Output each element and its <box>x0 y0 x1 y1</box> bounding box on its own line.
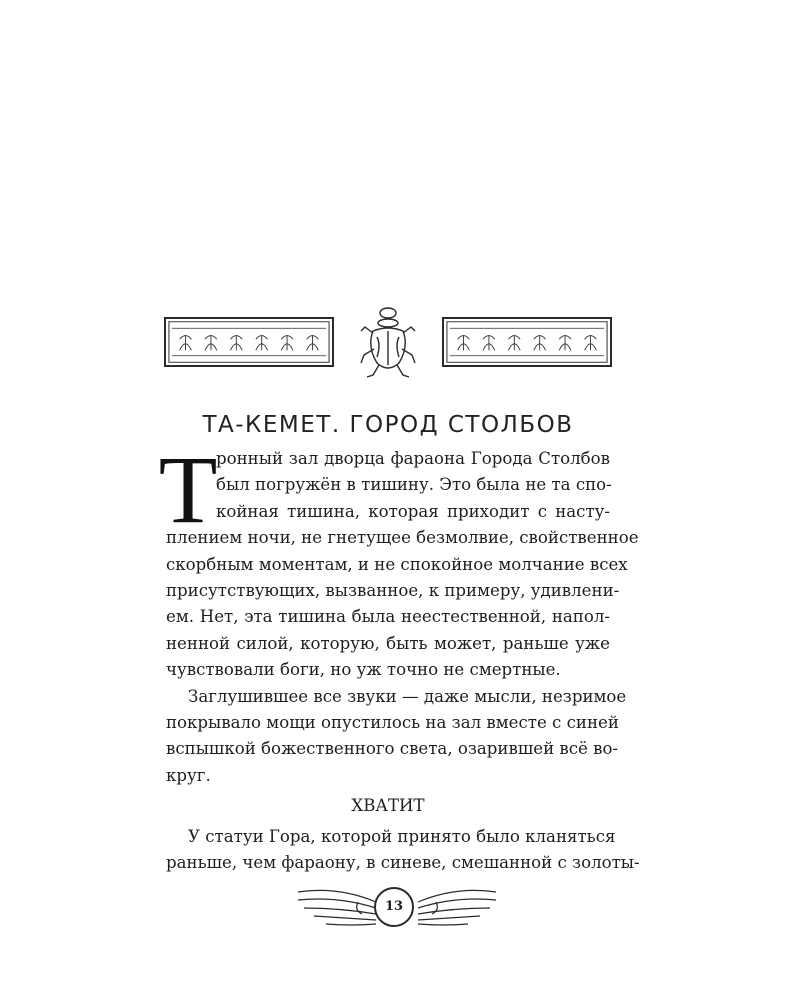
text-line: присутствующих, вызванное, к примеру, удивлени- <box>166 581 620 601</box>
text-line: плением ночи, не гнетущее безмолвие, свойственное <box>166 528 639 548</box>
lotus-frieze-right <box>442 317 612 367</box>
chapter-title: ТА-КЕМЕТ. ГОРОД СТОЛБОВ <box>202 412 574 439</box>
lotus-frieze-left <box>164 317 334 367</box>
drop-cap-letter: Т <box>160 450 216 530</box>
shout-line: ХВАТИТ <box>351 796 425 816</box>
text-line: койная тишина, которая приходит с насту- <box>216 501 610 521</box>
text-line: чувствовали боги, но уж точно не смертные. <box>166 660 561 680</box>
text-line: ронный зал дворца фараона Города Столбов <box>216 449 610 468</box>
text-line: раньше, чем фараону, в синеве, смешанной с золоты- <box>166 853 640 873</box>
header-ornament <box>164 303 612 383</box>
paragraph-2 <box>166 684 627 790</box>
scarab-icon <box>359 303 417 381</box>
drop-cap <box>160 450 216 530</box>
text-line: ем. Нет, эта тишина была неестественной, напол- <box>166 607 610 627</box>
text-line: покрывало мощи опустилось на зал вместе с синей <box>166 713 619 733</box>
text-line: был погружён в тишину. Это была не та спо- <box>216 475 612 495</box>
text-line: У статуи Гора, которой принято было кланяться <box>188 826 616 846</box>
paragraph-1 <box>160 446 639 684</box>
text-line: вспышкой божественного света, озарившей всё во- <box>166 739 619 759</box>
body-text <box>160 446 640 877</box>
text-line: Заглушившее все звуки — даже мысли, незримое <box>188 686 627 706</box>
text-line: скорбным моментам, и не спокойное молчание всех <box>166 554 628 574</box>
paragraph-3 <box>166 824 640 877</box>
text-line: ненной силой, которую, быть может, раньше уже <box>166 633 610 653</box>
page-number: 13 <box>374 887 414 927</box>
text-line: круг. <box>166 765 211 785</box>
